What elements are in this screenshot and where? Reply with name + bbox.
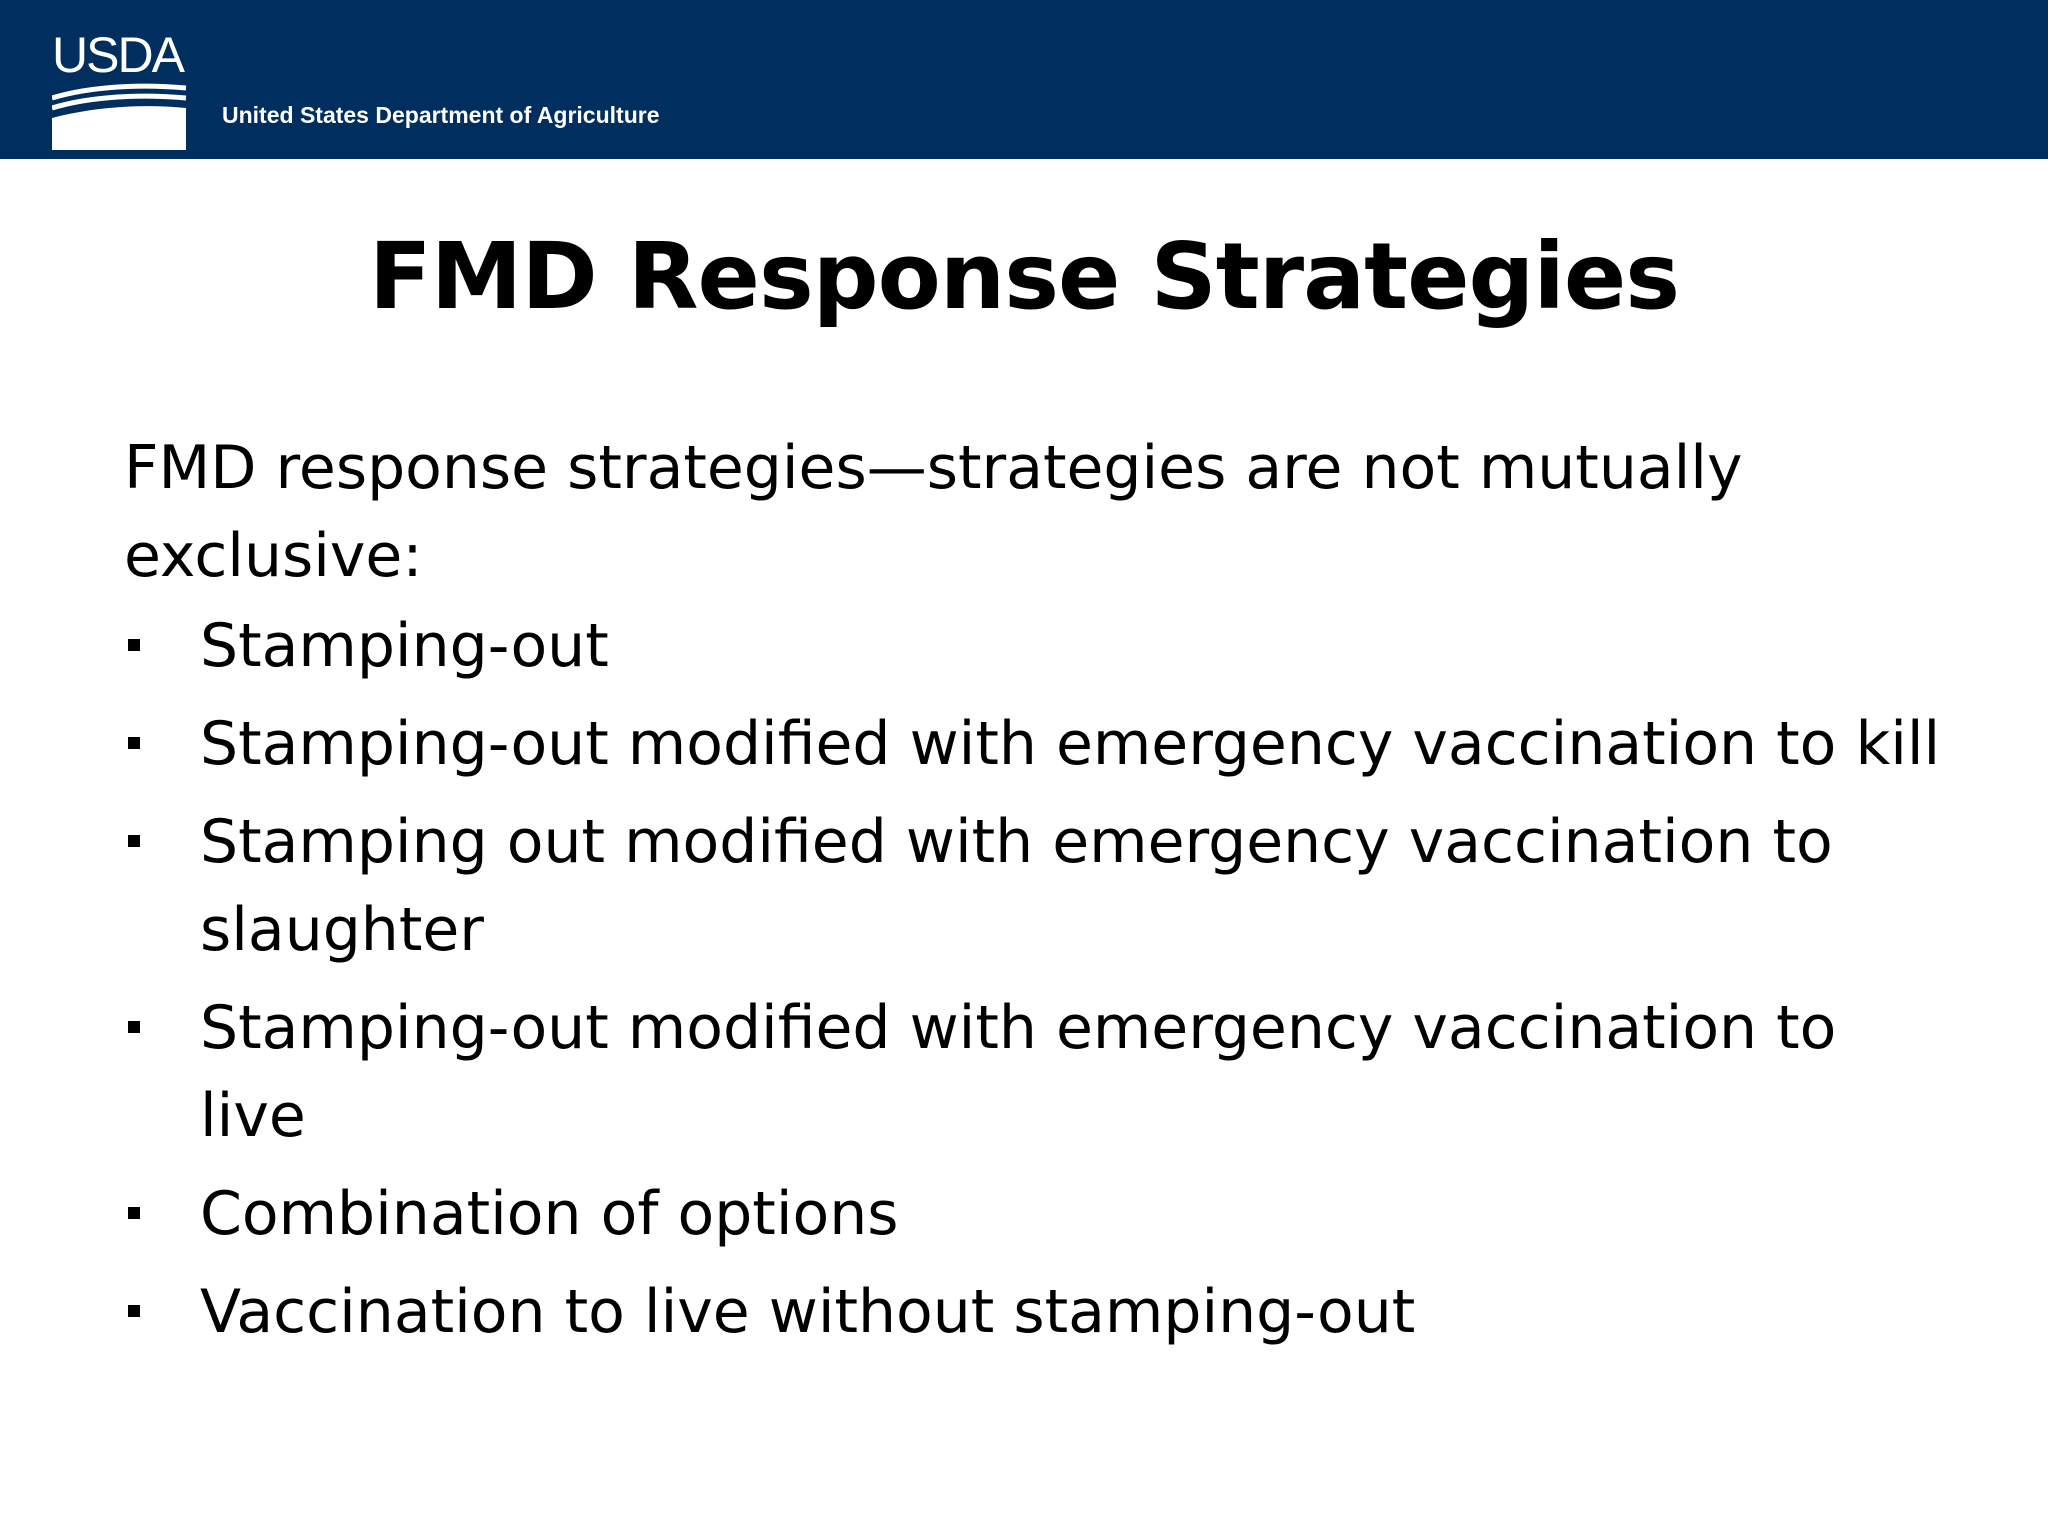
square-bullet-icon [128, 1021, 140, 1033]
bullet-text: Vaccination to live without stamping-out [200, 1277, 1416, 1347]
bullet-text: Stamping-out [200, 611, 609, 681]
header-banner [0, 0, 2048, 159]
bullet-item [124, 1170, 1960, 1258]
usda-logo [52, 28, 190, 128]
square-bullet-icon [128, 1207, 140, 1219]
bullet-item [124, 1268, 1960, 1356]
square-bullet-icon [128, 737, 140, 749]
agency-name: United States Department of Agriculture [222, 102, 660, 128]
bullet-item [124, 798, 1960, 974]
bullet-item [124, 700, 1960, 788]
bullet-item [124, 602, 1960, 690]
bullet-list [124, 602, 1941, 1356]
square-bullet-icon [128, 639, 140, 651]
slide-title: FMD Response Strategies [368, 223, 1680, 330]
bullet-text: Stamping-out modified with emergency vaccination to live [200, 993, 1837, 1151]
bullet-text: Stamping-out modified with emergency vaccination to kill [200, 709, 1941, 779]
bullet-text: Stamping out modified with emergency vaccination to slaughter [200, 807, 1833, 965]
square-bullet-icon [128, 835, 140, 847]
square-bullet-icon [128, 1305, 140, 1317]
intro-text: FMD response strategies—strategies are not mutually exclusive: [124, 433, 1743, 591]
logo-wordmark: USDA [52, 27, 183, 83]
bullet-item [124, 984, 1960, 1160]
bullet-text: Combination of options [200, 1179, 899, 1249]
slide-body [124, 424, 1941, 1366]
field-lines-icon [52, 80, 188, 152]
